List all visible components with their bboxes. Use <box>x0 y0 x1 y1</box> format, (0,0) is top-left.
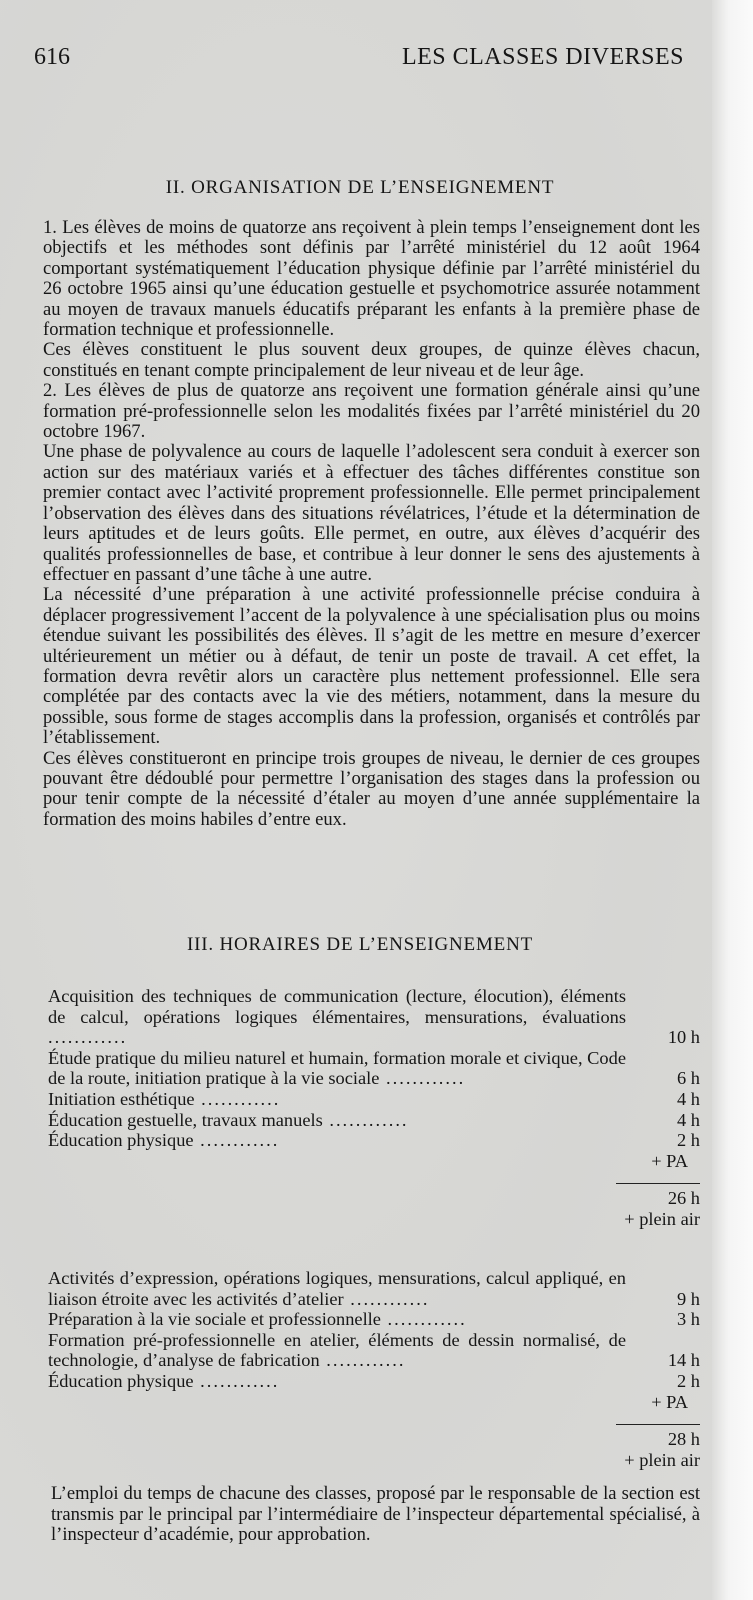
schedule-label: Acquisition des techniques de communication (lecture, élocution), éléments de calcul, opérations logiques élémentaires, mensurations, évaluations ............ <box>48 986 626 1048</box>
section-2-title: II. ORGANISATION DE L’ENSEIGNEMENT <box>165 177 555 198</box>
schedule-hours: 2 h <box>677 1370 700 1391</box>
schedule-hours: 4 h <box>677 1109 700 1130</box>
schedule-hours: 6 h <box>677 1068 700 1089</box>
schedule-label: Éducation physique ............ <box>48 1130 280 1151</box>
schedule-row <box>48 1309 700 1330</box>
schedule-row <box>48 1268 700 1309</box>
section-2-body <box>43 218 700 830</box>
schedule-row <box>48 1371 700 1392</box>
schedule-total <box>48 1188 700 1209</box>
schedule-label: Étude pratique du milieu naturel et humain, formation morale et civique, Code de la route, initiation pratique à la vie sociale ............ <box>48 1047 626 1089</box>
paragraph: 2. Les élèves de plus de quatorze ans reçoivent une formation générale ainsi qu’une formation pré-professionnelle selon les modalités fixées par l’arrêté ministériel du 20 octobre 1967. <box>43 380 700 443</box>
running-title: LES CLASSES DIVERSES <box>401 44 684 70</box>
dot-leader: ............ <box>193 1130 280 1151</box>
dot-leader: ............ <box>193 1370 280 1391</box>
page-number: 616 <box>34 44 70 70</box>
schedule-row <box>48 1048 700 1089</box>
schedule-hours: 9 h <box>677 1288 700 1309</box>
paragraph: Ces élèves constitueront en principe trois groupes de niveau, le dernier de ces groupes pouvant être dédoublé pour permettre l’organisation des stages dans la profession ou pour tenir compte de la nécessité d’étaler au moyen d’une année supplémentaire la formation des moins habiles d’entre eux. <box>43 747 700 830</box>
section-3-title: III. HORAIRES DE L’ENSEIGNEMENT <box>186 934 533 955</box>
dot-leader: ............ <box>380 1309 467 1330</box>
schedule-row <box>48 1089 700 1110</box>
schedule-label: Préparation à la vie sociale et professionnelle ............ <box>48 1309 467 1330</box>
dot-leader: ............ <box>319 1350 406 1371</box>
schedule-total-extra-text: + plein air <box>624 1449 700 1470</box>
schedule-hours: 10 h <box>667 1027 700 1048</box>
schedule-extra <box>48 1392 700 1413</box>
dot-leader: ............ <box>194 1088 281 1109</box>
dot-leader: ............ <box>343 1288 430 1309</box>
paragraph: Ces élèves constituent le plus souvent deux groupes, de quinze élèves chacun, constitués en tenant compte principalement de leur niveau et de leur âge. <box>43 339 700 381</box>
schedule-extra-text: + PA <box>651 1150 688 1171</box>
dot-leader: ............ <box>322 1109 409 1130</box>
schedule-total-hours: 26 h <box>667 1188 700 1209</box>
schedule-hours: 14 h <box>667 1350 700 1371</box>
schedule-row <box>48 1130 700 1151</box>
dot-leader: ............ <box>379 1068 466 1089</box>
schedule-hours: 4 h <box>677 1088 700 1109</box>
schedule-total-extra <box>48 1450 700 1471</box>
schedule-extra-text: + PA <box>651 1391 688 1412</box>
schedule-total-extra <box>48 1209 700 1230</box>
sum-rule <box>616 1424 700 1425</box>
schedule-row <box>48 986 700 1048</box>
dot-leader: ............ <box>48 1027 128 1048</box>
paragraph: Une phase de polyvalence au cours de laquelle l’adolescent sera conduit à exercer son action sur des matériaux variés et à effectuer des tâches différentes constitue son premier contact avec l’activité proprement professionnelle. Elle permet principalement l’observation des élèves dans des situations révélatrices, l’étude et la détermination de leurs aptitudes et de leurs goûts. Elle permet, en outre, aux élèves d’acquérir des qualités professionnelles de base, et contribue à leur donner le sens des ajustements à effectuer en passant d’une tâche à une autre. <box>43 441 700 585</box>
page-edge <box>712 0 753 1600</box>
schedule-label: Éducation physique ............ <box>48 1370 280 1391</box>
schedule-hours: 3 h <box>677 1309 700 1330</box>
schedule-label: Éducation gestuelle, travaux manuels ............ <box>48 1109 409 1130</box>
schedule-extra <box>48 1151 700 1172</box>
schedule-a <box>48 986 700 1230</box>
paragraph: 1. Les élèves de moins de quatorze ans reçoivent à plein temps l’enseignement dont les objectifs et les méthodes sont définis par l’arrêté ministériel du 12 août 1964 comportant systématiquement l’éducation physique définie par l’arrêté ministériel du 26 octobre 1965 ainsi qu’une éducation gestuelle et psychomotrice assurée notamment au moyen de travaux manuels éducatifs préparant les enfants à la première phase de formation technique et professionnelle. <box>43 217 700 341</box>
schedule-hours: 2 h <box>677 1130 700 1151</box>
closing-paragraph: L’emploi du temps de chacune des classes, proposé par le responsable de la section est transmis par le principal par l’intermédiaire de l’inspecteur départemental spécialisé, à l’inspecteur d’académie, pour approbation. <box>51 1483 700 1546</box>
schedule-row <box>48 1110 700 1131</box>
schedule-label: Activités d’expression, opérations logiques, mensurations, calcul appliqué, en liaison étroite avec les activités d’atelier ............ <box>48 1268 626 1309</box>
sum-rule <box>616 1183 700 1184</box>
schedule-total-hours: 28 h <box>667 1429 700 1450</box>
running-head <box>34 44 684 71</box>
paragraph: La nécessité d’une préparation à une activité professionnelle précise conduira à déplacer progressivement l’accent de la polyvalence à une spécialisation plus ou moins étendue suivant les possibilités des élèves. Il s’agit de les mettre en mesure d’exercer ultérieurement un métier ou à défaut, de tenir un poste de travail. A cet effet, la formation devra revêtir alors un caractère plus nettement professionnel. Elle sera complétée par des contacts avec la vie des métiers, notamment, dans la mesure du possible, sous forme de stages accomplis dans la profession, organisés et contrôlés par l’établissement. <box>43 584 700 749</box>
schedule-label: Formation pré-professionnelle en atelier, éléments de dessin normalisé, de technologie, d’analyse de fabrication ............ <box>48 1329 626 1371</box>
schedule-label: Initiation esthétique ............ <box>48 1088 281 1109</box>
schedule-total-extra-text: + plein air <box>624 1208 700 1229</box>
schedule-b <box>48 1268 700 1470</box>
schedule-total <box>48 1429 700 1450</box>
schedule-row <box>48 1330 700 1371</box>
